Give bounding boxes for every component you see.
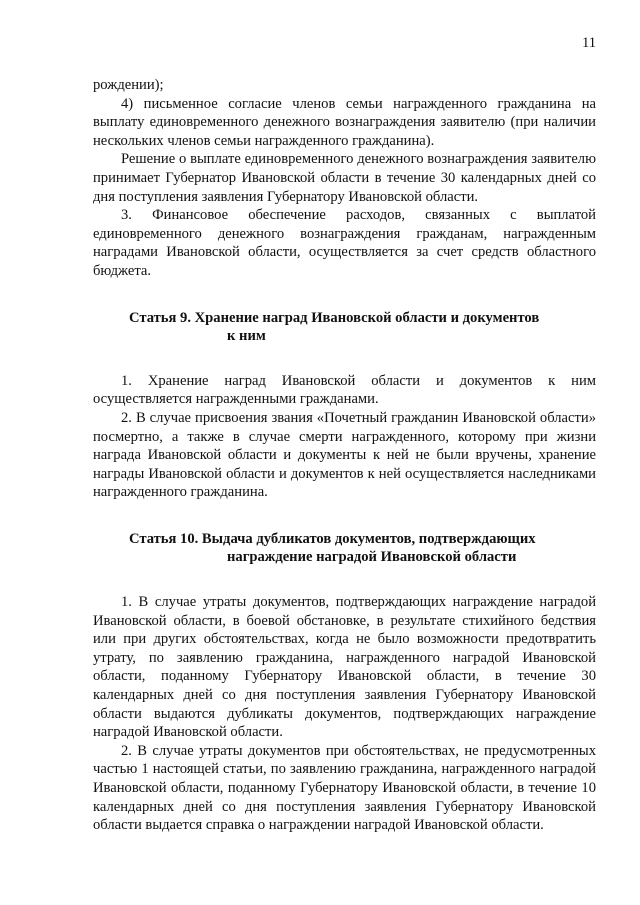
paragraph: 3. Финансовое обеспечение расходов, связанных с выплатой единовременного денежного вознаграждения гражданам, награжденным наградами Ивановской области, осуществляется за счет средств областного бюджета. [93,207,596,279]
article-10-title-line1: Статья 10. Выдача дубликатов документов, подтверждающих [129,530,536,547]
article-9-title-line2: к ним [227,328,266,345]
paragraph: 4) письменное согласие членов семьи награжденного гражданина на выплату единовременного денежного вознаграждения заявителю (при наличии нескольких членов семьи награжденного гражданина). [93,95,596,149]
article-9-heading [93,309,596,346]
paragraph: 2. В случае присвоения звания «Почетный гражданин Ивановской области» посмертно, а также в случае смерти награжденного, которому при жизни награда Ивановской области и документы к ней не были вручены, хранение награды Ивановской области и документов к ней осуществляется наследниками награжденного гражданина. [93,409,596,501]
article-9-title-line1: Статья 9. Хранение наград Ивановской области и документов [129,309,540,326]
document-body [93,76,596,835]
paragraph: 1. В случае утраты документов, подтверждающих награждение наградой Ивановской области, в боевой обстановке, в результате стихийного бедствия или при других обстоятельствах, когда не было возможности предотвратить утрату, по заявлению гражданина, награжденного наградой Ивановской области, поданному Губернатору Ивановской области, в течение 30 календарных дней со дня поступления заявления Губернатору Ивановской области выдаются дубликаты документов, подтверждающих награждение наградой Ивановской области. [93,594,596,741]
paragraph: 1. Хранение наград Ивановской области и документов к ним осуществляется награжденными гражданами. [93,372,596,408]
paragraph: рождении); [93,77,164,93]
page-number: 11 [581,35,596,51]
article-10-heading [93,530,596,567]
article-10-title-line2: награждение наградой Ивановской области [227,549,517,566]
paragraph: Решение о выплате единовременного денежного вознаграждения заявителю принимает Губернатор Ивановской области в течение 30 календарных дней со дня поступления заявления Губернатору Ивановской области. [93,151,596,205]
paragraph: 2. В случае утраты документов при обстоятельствах, не предусмотренных частью 1 настоящей статьи, по заявлению гражданина, награжденного наградой Ивановской области, поданному Губернатору Ивановской области, в течение 10 календарных дней со дня поступления заявления Губернатору Ивановской области выдается справка о награждении наградой Ивановской области. [93,742,596,834]
